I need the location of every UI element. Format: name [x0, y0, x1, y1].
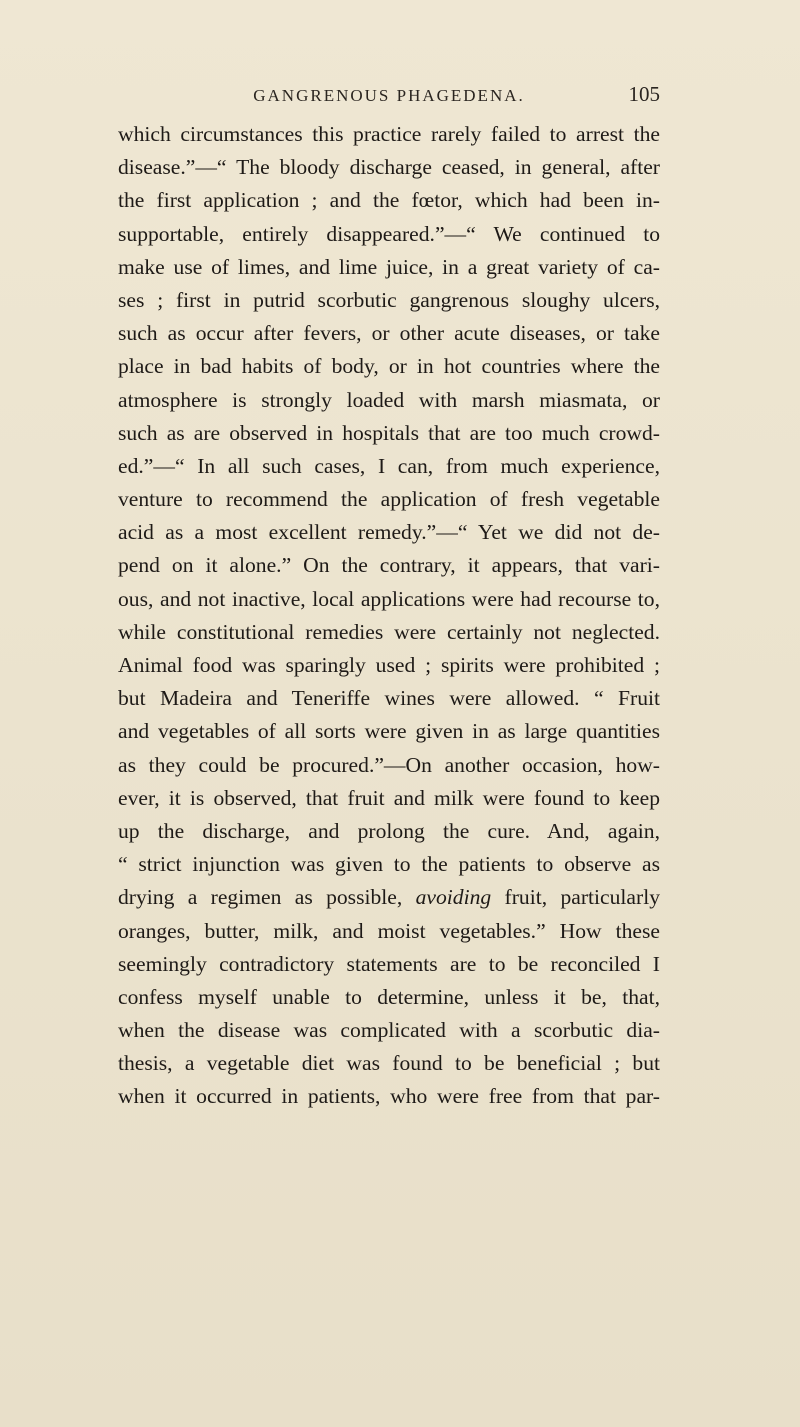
text-line-with-italic [118, 881, 660, 914]
text-line: such as occur after fevers, or other acute diseases, or take [118, 321, 660, 346]
text-line: thesis, a vegetable diet was found to be beneficial ; but [118, 1051, 660, 1076]
text-line: seemingly contradictory statements are to be reconciled I [118, 951, 660, 976]
italic-word: avoiding [415, 885, 492, 910]
text-line: when it occurred in patients, who were free from that par- [118, 1084, 660, 1109]
running-title: GANGRENOUS PHAGEDENA. [253, 86, 525, 105]
running-head [118, 82, 660, 112]
text-line: ed.”—“ In all such cases, I can, from much experience, [118, 453, 660, 478]
text-line: when the disease was complicated with a scorbutic dia- [118, 1018, 660, 1043]
text-line: oranges, butter, milk, and moist vegetables.” How these [118, 918, 660, 943]
text-line: confess myself unable to determine, unless it be, that, [118, 984, 660, 1009]
text-line: ses ; first in putrid scorbutic gangrenous sloughy ulcers, [118, 287, 660, 312]
text-line: pend on it alone.” On the contrary, it appears, that vari- [118, 553, 660, 578]
text-run: drying a regimen as possible, [118, 885, 416, 910]
text-line: acid as a most excellent remedy.”—“ Yet we did not de- [118, 520, 660, 545]
text-line: supportable, entirely disappeared.”—“ We continued to [118, 221, 660, 246]
text-line: make use of limes, and lime juice, in a great variety of ca- [118, 254, 660, 279]
text-line: atmosphere is strongly loaded with marsh miasmata, or [118, 387, 660, 412]
text-line: disease.”—“ The bloody discharge ceased, in general, after [118, 155, 660, 180]
text-line: “ strict injunction was given to the patients to observe as [118, 852, 660, 877]
text-line: such as are observed in hospitals that are too much crowd- [118, 420, 660, 445]
body-text [118, 118, 660, 1114]
text-line: and vegetables of all sorts were given in as large quantities [118, 719, 660, 744]
text-line: but Madeira and Teneriffe wines were allowed. “ Fruit [118, 686, 660, 711]
text-line: while constitutional remedies were certainly not neglected. [118, 619, 660, 644]
text-line: ever, it is observed, that fruit and milk were found to keep [118, 785, 660, 810]
text-line: Animal food was sparingly used ; spirits were prohibited ; [118, 653, 660, 677]
text-line: venture to recommend the application of fresh vegetable [118, 487, 660, 512]
text-line: ous, and not inactive, local applications were had recourse to, [118, 586, 660, 611]
text-run: fruit, particularly [491, 885, 660, 910]
text-line: the first application ; and the fœtor, which had been in- [118, 188, 660, 213]
text-line: up the discharge, and prolong the cure. And, again, [118, 818, 660, 843]
text-line: place in bad habits of body, or in hot countries where the [118, 354, 660, 379]
page-number: 105 [628, 82, 660, 106]
text-line: as they could be procured.”—On another occasion, how- [118, 752, 660, 777]
text-line: which circumstances this practice rarely failed to arrest the [118, 122, 660, 146]
